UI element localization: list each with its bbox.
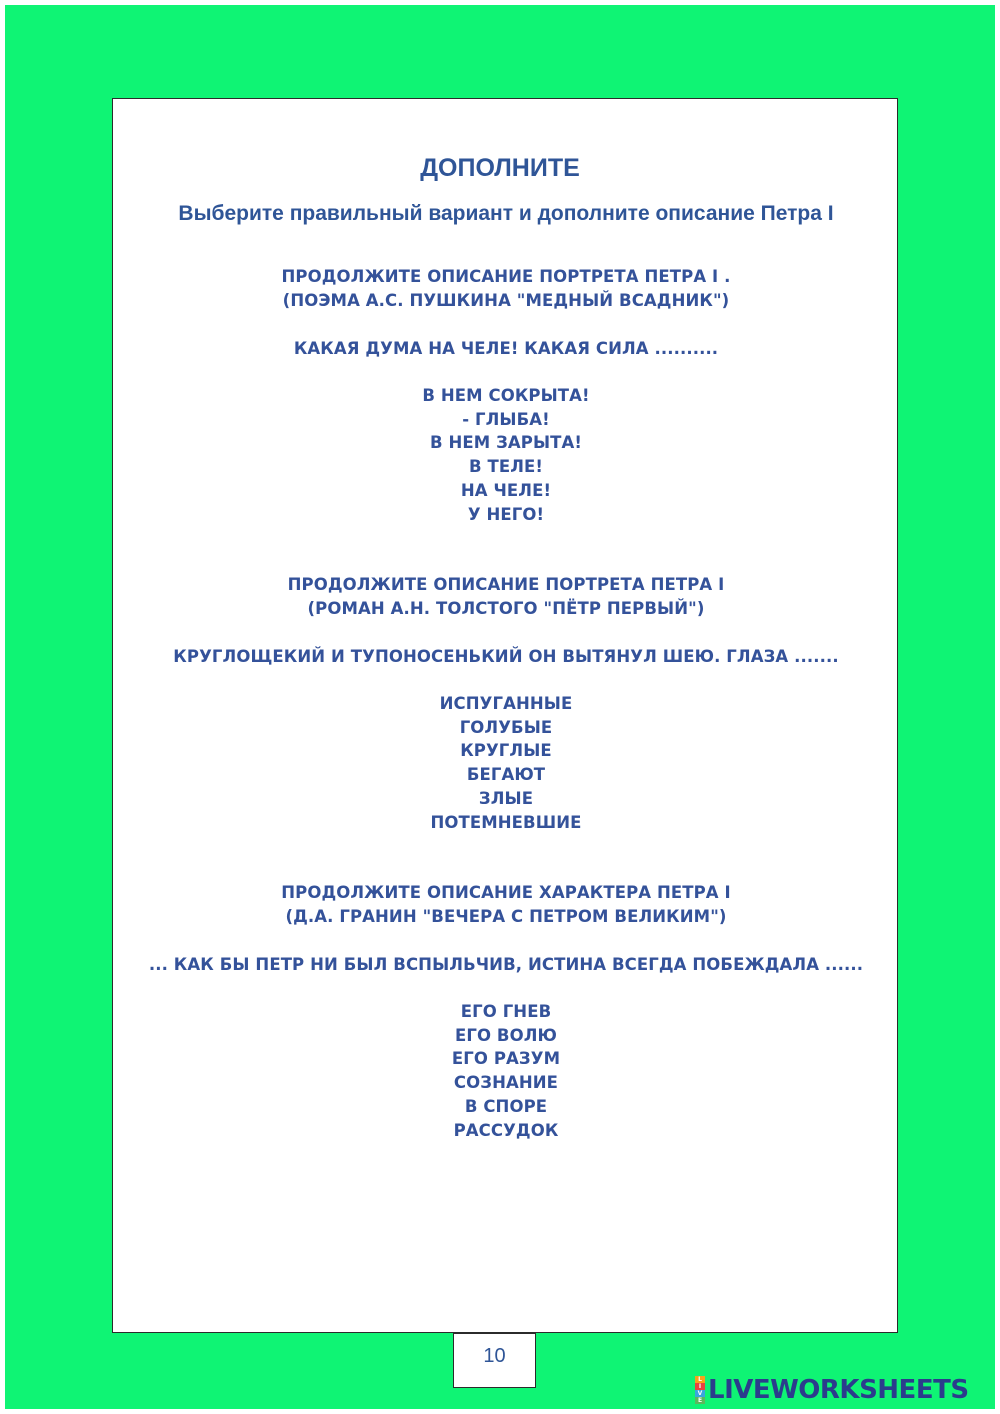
section-1-option[interactable]: В ТЕЛЕ!: [468, 457, 544, 476]
section-2-option[interactable]: БЕГАЮТ: [466, 765, 546, 784]
section-1-prompt: КАКАЯ ДУМА НА ЧЕЛЕ! КАКАЯ СИЛА ..........: [293, 339, 719, 358]
section-3-option[interactable]: СОЗНАНИЕ: [453, 1073, 559, 1092]
section-2-option[interactable]: КРУГЛЫЕ: [460, 741, 552, 760]
page-title: ДОПОЛНИТЕ: [420, 154, 580, 182]
section-2-option[interactable]: ГОЛУБЫЕ: [459, 718, 553, 737]
section-2-option[interactable]: ПОТЕМНЕВШИЕ: [430, 813, 582, 832]
section-1-source: (ПОЭМА А.С. ПУШКИНА "МЕДНЫЙ ВСАДНИК"): [282, 291, 730, 310]
logo-letter-blocks-icon: [695, 1376, 705, 1404]
section-3-prompt: ... КАК БЫ ПЕТР НИ БЫЛ ВСПЫЛЬЧИВ, ИСТИНА ВСЕГДА ПОБЕЖДАЛА ......: [148, 955, 864, 974]
section-1-option[interactable]: - ГЛЫБА!: [462, 410, 550, 429]
section-2-option[interactable]: ИСПУГАННЫЕ: [439, 694, 573, 713]
page-subtitle: Выберите правильный вариант и дополните описание Петра I: [178, 202, 834, 225]
logo-letter: V: [695, 1390, 705, 1397]
page-number: 10: [483, 1345, 506, 1367]
logo-letter: E: [695, 1397, 705, 1404]
section-3-option[interactable]: ЕГО РАЗУМ: [451, 1049, 561, 1068]
section-2-option[interactable]: ЗЛЫЕ: [478, 789, 534, 808]
section-2-source: (РОМАН А.Н. ТОЛСТОГО "ПЁТР ПЕРВЫЙ"): [307, 599, 705, 618]
section-1-option[interactable]: В НЕМ ЗАРЫТА!: [429, 433, 583, 452]
liveworksheets-logo: [695, 1375, 969, 1405]
section-2-prompt: КРУГЛОЩЕКИЙ И ТУПОНОСЕНЬКИЙ ОН ВЫТЯНУЛ ШЕЮ. ГЛАЗА .......: [173, 647, 839, 666]
section-1-option[interactable]: В НЕМ СОКРЫТА!: [422, 386, 590, 405]
logo-letter: L: [695, 1376, 705, 1383]
section-3-option[interactable]: ЕГО ВОЛЮ: [454, 1026, 558, 1045]
section-1-heading: ПРОДОЛЖИТЕ ОПИСАНИЕ ПОРТРЕТА ПЕТРА I .: [281, 267, 731, 286]
section-3-option[interactable]: ЕГО ГНЕВ: [460, 1002, 552, 1021]
logo-text: LIVEWORKSHEETS: [708, 1375, 969, 1405]
section-3-heading: ПРОДОЛЖИТЕ ОПИСАНИЕ ХАРАКТЕРА ПЕТРА I: [281, 883, 731, 902]
logo-letter: I: [695, 1383, 705, 1390]
section-3-option[interactable]: В СПОРЕ: [464, 1097, 548, 1116]
section-1-option[interactable]: НА ЧЕЛЕ!: [460, 481, 552, 500]
section-1-option[interactable]: У НЕГО!: [467, 505, 545, 524]
section-2-heading: ПРОДОЛЖИТЕ ОПИСАНИЕ ПОРТРЕТА ПЕТРА I: [287, 575, 725, 594]
section-3-source: (Д.А. ГРАНИН "ВЕЧЕРА С ПЕТРОМ ВЕЛИКИМ"): [285, 907, 727, 926]
section-3-option[interactable]: РАССУДОК: [453, 1121, 559, 1140]
